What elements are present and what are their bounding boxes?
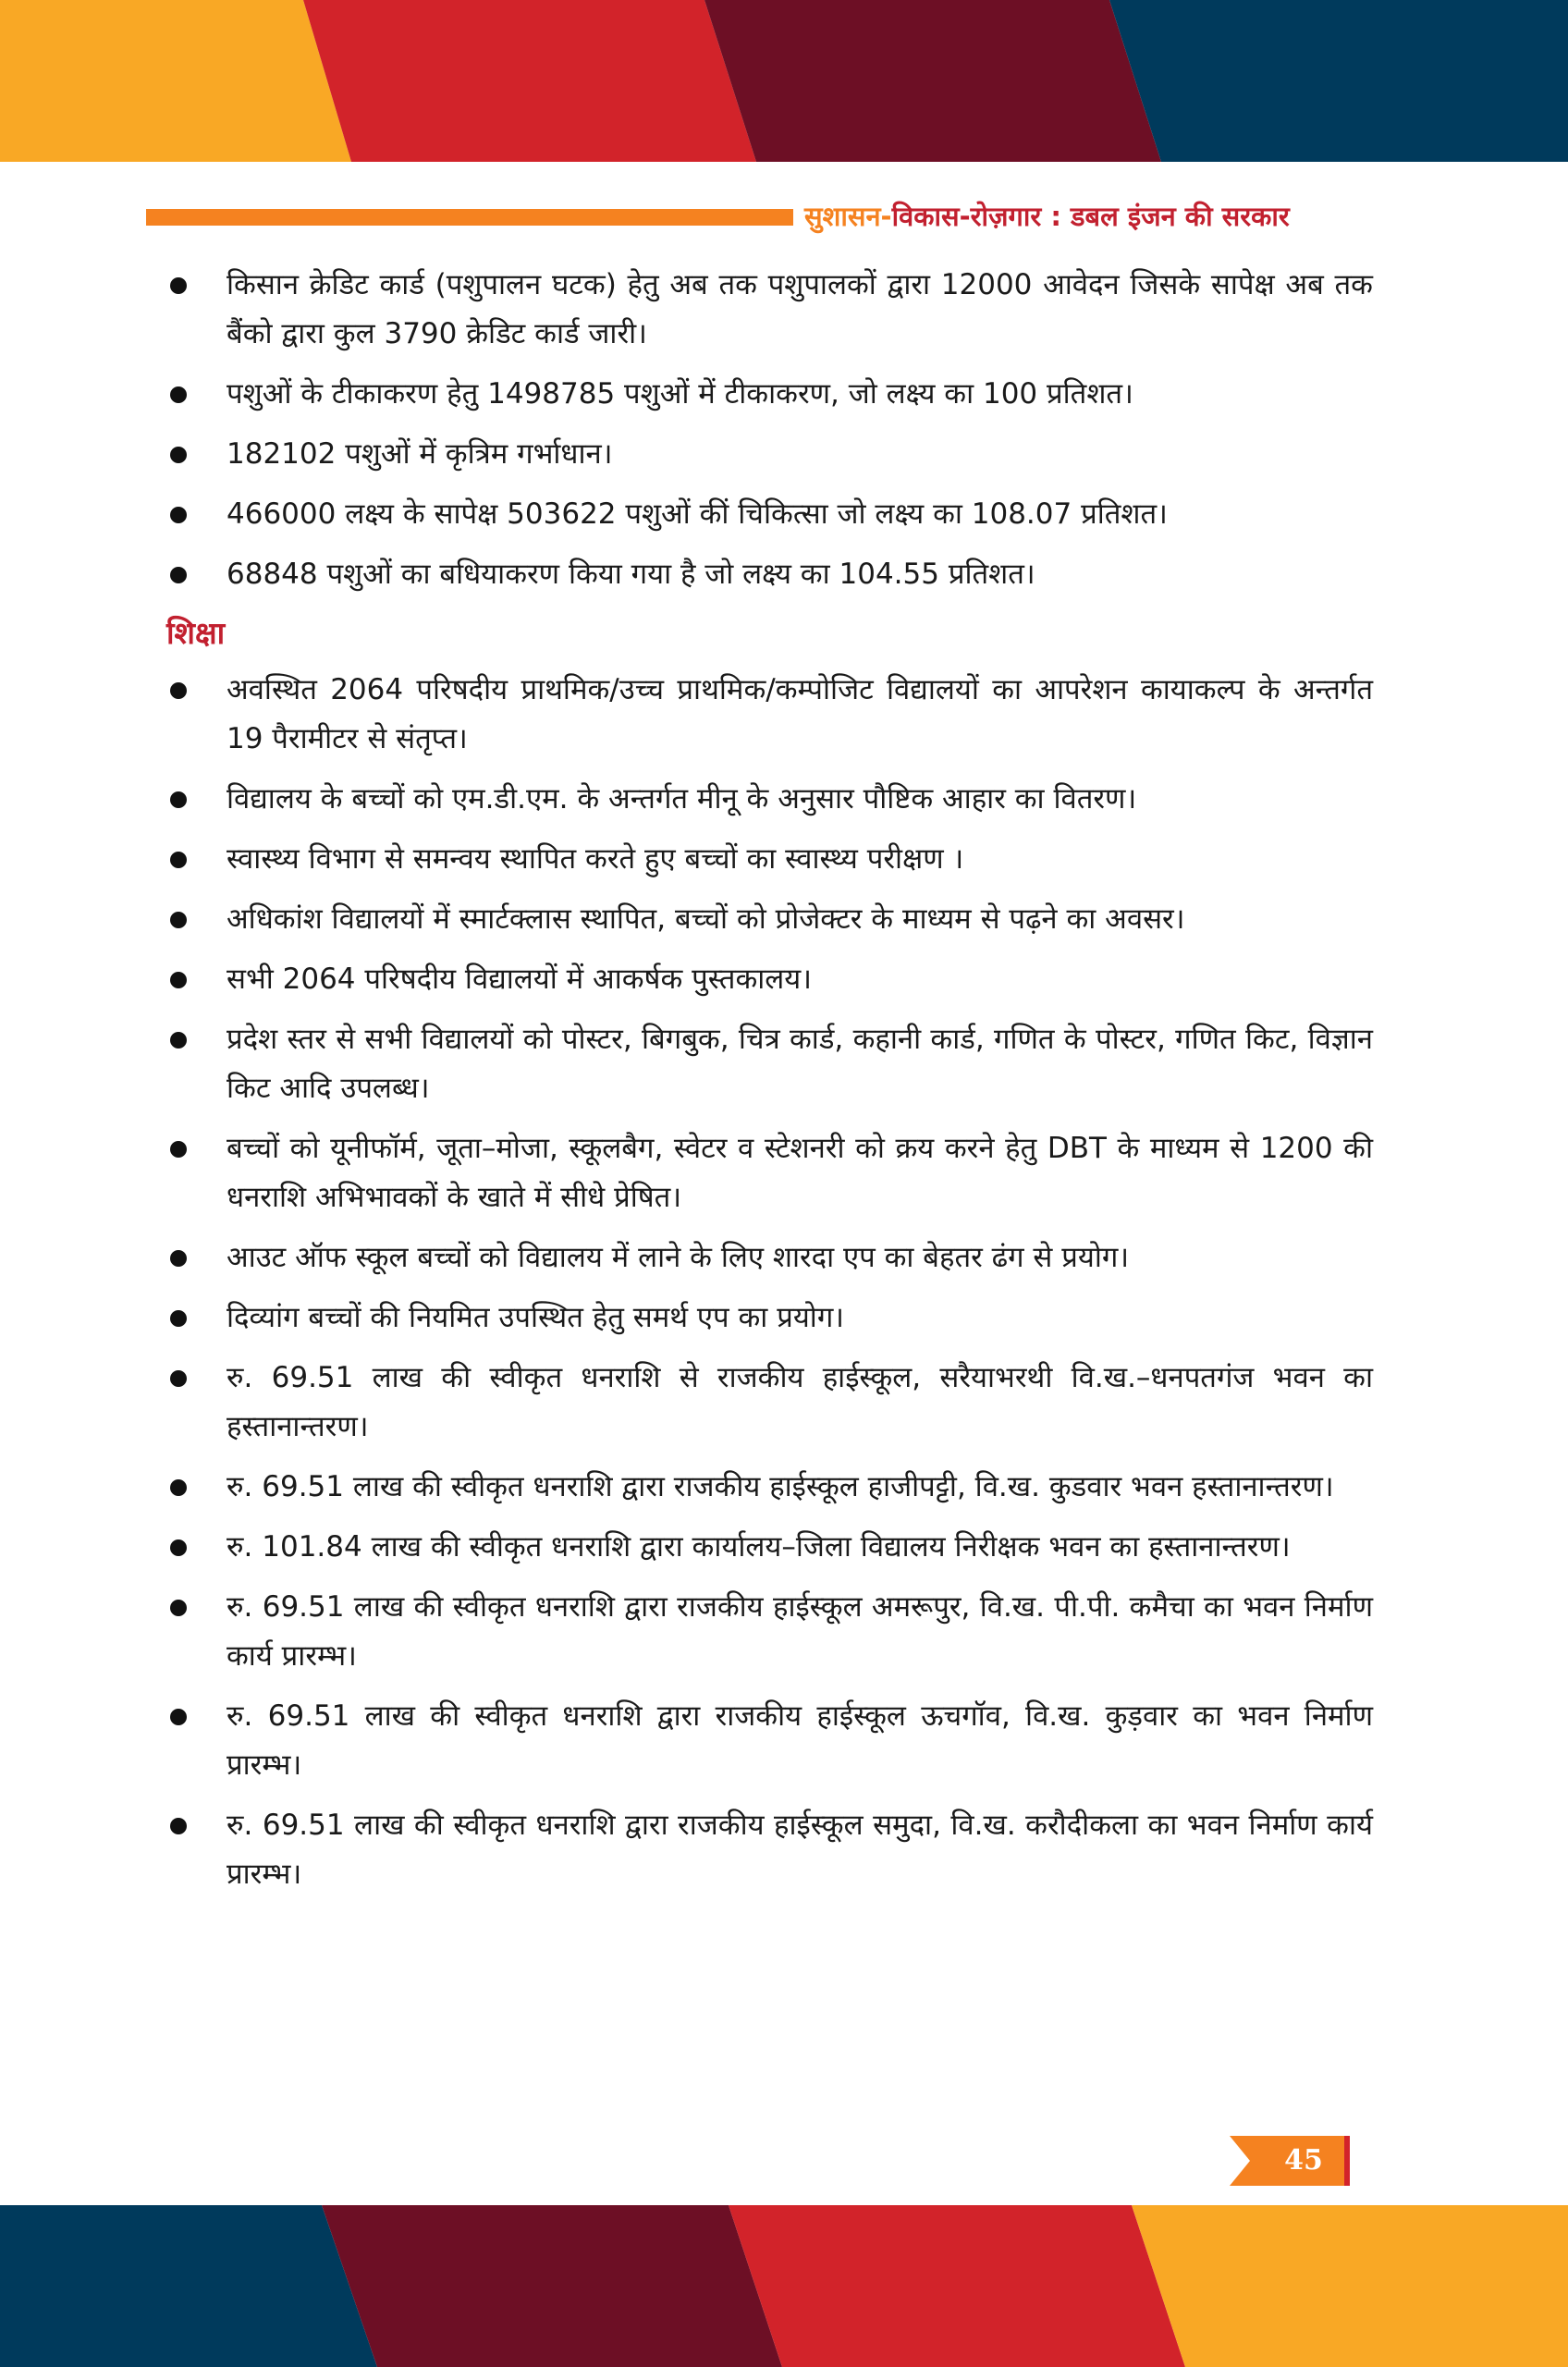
list-item-text: सभी 2064 परिषदीय विद्यालयों में आकर्षक पुस्तकालय। xyxy=(227,963,813,996)
list-item xyxy=(157,1801,1373,1899)
bullet-icon xyxy=(170,852,187,868)
band-red-stripe xyxy=(303,0,756,162)
list-item xyxy=(157,955,1373,1004)
page-content xyxy=(157,261,1373,1910)
list-item xyxy=(157,1294,1373,1343)
bullet-icon xyxy=(170,1709,187,1725)
bullet-icon xyxy=(170,1539,187,1556)
bullet-icon xyxy=(170,1370,187,1387)
bullet-icon xyxy=(170,1250,187,1267)
list-item xyxy=(157,550,1373,599)
bullet-icon xyxy=(170,791,187,808)
bullet-icon xyxy=(170,1141,187,1158)
list-item xyxy=(157,666,1373,764)
list-item-text: दिव्यांग बच्चों की नियमित उपस्थित हेतु समर्थ एप का प्रयोग। xyxy=(227,1301,845,1334)
band-yellow-stripe xyxy=(0,0,351,162)
list-item-text: रु. 101.84 लाख की स्वीकृत धनराशि द्वारा कार्यालय–जिला विद्यालय निरीक्षक भवन का हस्तानान्तरण। xyxy=(227,1530,1291,1564)
top-decorative-band xyxy=(0,0,1568,162)
list-item-text: 68848 पशुओं का बधियाकरण किया गया है जो लक्ष्य का 104.55 प्रतिशत। xyxy=(227,558,1035,591)
livestock-list xyxy=(157,261,1373,599)
header-part-1: सुशासन- xyxy=(804,201,892,232)
list-item-text: रु. 69.51 लाख की स्वीकृत धनराशि से राजकीय हाईस्कूल, सरैयाभरथी वि.ख.–धनपतगंज भवन का हस्तानान्तरण। xyxy=(227,1361,1373,1443)
list-item xyxy=(157,1124,1373,1222)
list-item xyxy=(157,490,1373,539)
bullet-icon xyxy=(170,567,187,583)
list-item xyxy=(157,261,1373,359)
band-navy-stripe xyxy=(1109,0,1568,162)
bullet-icon xyxy=(170,972,187,988)
page-number-badge xyxy=(1230,2136,1350,2186)
bullet-icon xyxy=(170,277,187,294)
list-item-text: स्वास्थ्य विभाग से समन्वय स्थापित करते हुए बच्चों का स्वास्थ्य परीक्षण । xyxy=(227,842,964,876)
band-red-stripe xyxy=(729,2205,1185,2367)
running-header-title xyxy=(804,196,1359,237)
list-item-text: प्रदेश स्तर से सभी विद्यालयों को पोस्टर, बिगबुक, चित्र कार्ड, कहानी कार्ड, गणित के पोस्टर, गणित किट, विज्ञान किट आदि उपलब्ध। xyxy=(227,1023,1373,1105)
list-item-text: रु. 69.51 लाख की स्वीकृत धनराशि द्वारा राजकीय हाईस्कूल अमरूपुर, वि.ख. पी.पी. कमैचा का भवन निर्माण कार्य प्रारम्भ। xyxy=(227,1590,1373,1673)
list-item xyxy=(157,370,1373,419)
header-part-2: विकास xyxy=(891,201,960,232)
band-maroon-stripe xyxy=(322,2205,782,2367)
bullet-icon xyxy=(170,1600,187,1616)
page-badge-edge xyxy=(1344,2136,1350,2186)
list-item-text: बच्चों को यूनीफॉर्म, जूता–मोजा, स्कूलबैग, स्वेटर व स्टेशनरी को क्रय करने हेतु DBT के माध्यम से 1200 की धनराशि अभिभावकों के खाते में सीधे प्रेषित। xyxy=(227,1132,1373,1214)
bullet-icon xyxy=(170,1818,187,1834)
bullet-icon xyxy=(170,507,187,523)
list-item-text: रु. 69.51 लाख की स्वीकृत धनराशि द्वारा राजकीय हाईस्कूल हाजीपट्टी, वि.ख. कुडवार भवन हस्तानान्तरण। xyxy=(227,1470,1334,1503)
list-item xyxy=(157,1463,1373,1512)
bottom-decorative-band xyxy=(0,2205,1568,2367)
list-item xyxy=(157,1692,1373,1790)
bullet-icon xyxy=(170,447,187,463)
list-item-text: आउट ऑफ स्कूल बच्चों को विद्यालय में लाने के लिए शारदा एप का बेहतर ढंग से प्रयोग। xyxy=(227,1241,1130,1274)
list-item-text: विद्यालय के बच्चों को एम.डी.एम. के अन्तर्गत मीनू के अनुसार पौष्टिक आहार का वितरण। xyxy=(227,782,1137,816)
list-item-text: रु. 69.51 लाख की स्वीकृत धनराशि द्वारा राजकीय हाईस्कूल समुदा, वि.ख. करौदीकला का भवन निर्माण कार्य प्रारम्भ। xyxy=(227,1809,1373,1891)
list-item-text: 182102 पशुओं में कृत्रिम गर्भाधान। xyxy=(227,437,613,471)
bullet-icon xyxy=(170,1310,187,1327)
list-item-text: अवस्थित 2064 परिषदीय प्राथमिक/उच्च प्राथमिक/कम्पोजिट विद्यालयों का आपरेशन कायाकल्प के अन्तर्गत 19 पैरामीटर से संतृप्त। xyxy=(227,673,1373,755)
list-item-text: रु. 69.51 लाख की स्वीकृत धनराशि द्वारा राजकीय हाईस्कूल ऊचगॉव, वि.ख. कुड़वार का भवन निर्माण प्रारम्भ। xyxy=(227,1699,1373,1782)
list-item xyxy=(157,775,1373,824)
list-item xyxy=(157,1233,1373,1282)
list-item xyxy=(157,430,1373,479)
list-item-text: 466000 लक्ष्य के सापेक्ष 503622 पशुओं कीं चिकित्सा जो लक्ष्य का 108.07 प्रतिशत। xyxy=(227,497,1168,531)
header-orange-rule xyxy=(146,209,793,226)
education-list xyxy=(157,666,1373,1899)
list-item-text: किसान क्रेडिट कार्ड (पशुपालन घटक) हेतु अब तक पशुपालकों द्वारा 12000 आवेदन जिसके सापेक्ष अब तक बैंको द्वारा कुल 3790 क्रेडिट कार्ड जारी। xyxy=(227,268,1373,350)
list-item xyxy=(157,1583,1373,1681)
bullet-icon xyxy=(170,912,187,928)
band-navy-stripe xyxy=(0,2205,377,2367)
bullet-icon xyxy=(170,386,187,403)
bullet-icon xyxy=(170,682,187,699)
bullet-icon xyxy=(170,1032,187,1049)
list-item-text: पशुओं के टीकाकरण हेतु 1498785 पशुओं में टीकाकरण, जो लक्ष्य का 100 प्रतिशत। xyxy=(227,377,1133,411)
band-maroon-stripe xyxy=(704,0,1161,162)
list-item-text: अधिकांश विद्यालयों में स्मार्टक्लास स्थापित, बच्चों को प्रोजेक्टर के माध्यम से पढ़ने का अवसर। xyxy=(227,902,1185,936)
page-number: 45 xyxy=(1284,2144,1323,2177)
list-item xyxy=(157,1354,1373,1452)
list-item xyxy=(157,1523,1373,1572)
list-item xyxy=(157,1015,1373,1113)
bullet-icon xyxy=(170,1479,187,1496)
section-heading-education: शिक्षा xyxy=(166,615,226,651)
band-yellow-stripe xyxy=(1132,2205,1568,2367)
list-item xyxy=(157,835,1373,884)
header-part-3: -रोज़गार : डबल इंजन की सरकार xyxy=(959,201,1290,232)
list-item xyxy=(157,895,1373,944)
